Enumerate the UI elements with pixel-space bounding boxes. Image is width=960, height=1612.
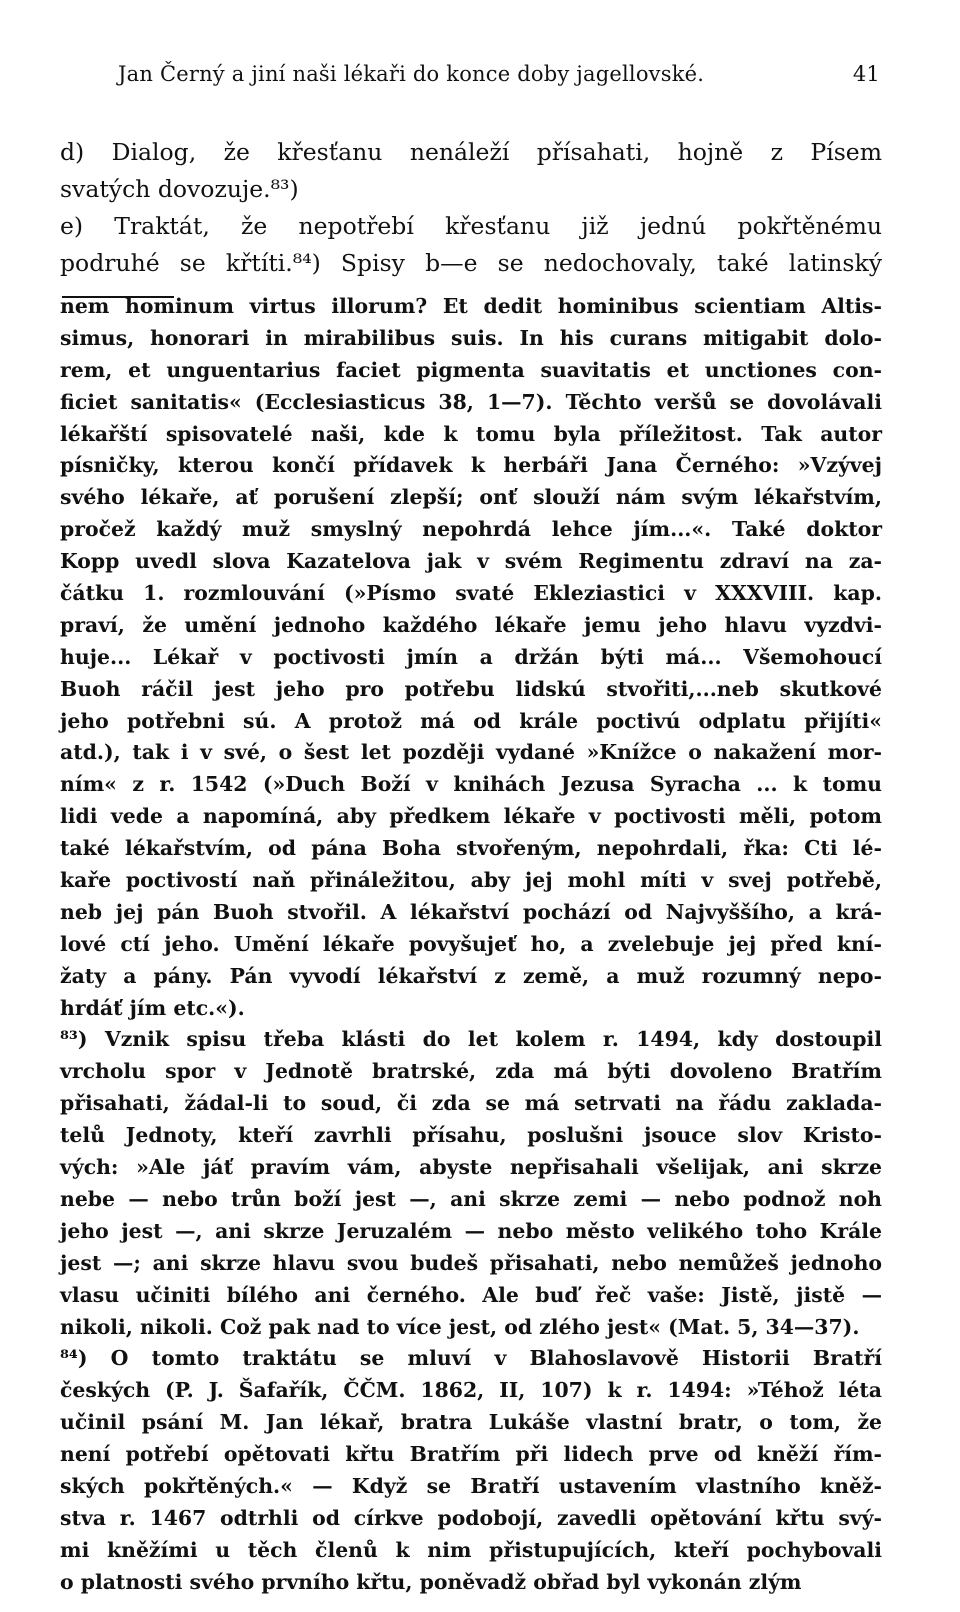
footnote-line: huje... Lékař v poctivosti jmín a držán býti má... Všemohoucí (60, 644, 882, 669)
footnote-line: nikoli, nikoli. Což pak nad to více jest, od zlého jest« (Mat. 5, 34—37). (60, 1314, 860, 1339)
footnote-line: nebe — nebo trůn boží jest —, ani skrze zemi — nebo podnož noh (60, 1186, 882, 1211)
footnote-line: ním« z r. 1542 (»Duch Boží v knihách Jezusa Syracha ... k tomu (60, 772, 882, 797)
footnote-line: přisahati, žádal-li to soud, či zda se má setrvati na řádu zaklada- (60, 1091, 882, 1116)
footnote-line: pročež každý muž smyslný nepohrdá lehce jím...«. Také doktor (60, 517, 882, 542)
footnote-line: vrcholu spor v Jednotě bratrské, zda má býti dovoleno Bratřím (60, 1059, 882, 1084)
footnote-line: vlasu učiniti bílého ani černého. Ale buď řeč vaše: Jistě, jistě — (60, 1282, 882, 1307)
footnote-line: ských pokřtěných.« — Když se Bratří ustavením vlastního kněž- (60, 1473, 882, 1498)
footnote-line: čátku 1. rozmlouvání (»Písmo svaté Ekleziastici v XXXVIII. kap. (60, 581, 882, 606)
footnote-line: simus, honorari in mirabilibus suis. In his curans mitigabit dolo- (60, 325, 882, 350)
footnote-line: o platnosti svého prvního křtu, poněvadž obřad byl vykonán zlým (60, 1569, 802, 1594)
footnote-line: praví, že umění jednoho každého lékaře jemu jeho hlavu vyzdvi- (60, 612, 882, 637)
footnote-line: českých (P. J. Šafařík, ČČM. 1862, II, 107) k r. 1494: »Téhož léta (60, 1378, 882, 1403)
footnote-line: nem hominum virtus illorum? Et dedit hominibus scientiam Altis- (60, 294, 882, 318)
footnote-line: lidi vede a napomíná, aby předkem lékaře v poctivosti měli, potom (60, 804, 882, 829)
footnote-line: učinil psání M. Jan lékař, bratra Lukáše vlastní bratr, o tom, že (60, 1410, 882, 1435)
footnote-line: není potřebí opětovati křtu Bratřím při lidech prve od kněží řím- (60, 1442, 882, 1467)
footnote-line: rem, et unguentarius faciet pigmenta suavitatis et unctiones con- (60, 357, 882, 382)
footnote-line: také lékařstvím, od pána Boha stvořeným, nepohrdali, řka: Cti lé- (60, 836, 882, 861)
running-title: Jan Černý a jiní naši lékaři do konce doby jagellovské. (118, 62, 705, 86)
footnote-line: jest —; ani skrze hlavu svou budeš přisahati, nebo nemůžeš jednoho (60, 1250, 882, 1275)
footnote-line: lékařští spisovatelé naši, kde k tomu byla příležitost. Tak autor (60, 421, 882, 446)
footnote-line: ⁸³) Vznik spisu třeba klásti do let kolem r. 1494, kdy dostoupil (60, 1027, 882, 1052)
footnote-line: jeho jest —, ani skrze Jeruzalém — nebo město velikého toho Krále (60, 1218, 882, 1243)
footnote-line: kaře poctivostí naň přináležitou, aby jej mohl míti v svej potřebě, (60, 868, 882, 893)
footnote-line: ficiet sanitatis« (Ecclesiasticus 38, 1—7). Těchto veršů se dovolávali (60, 389, 882, 414)
main-text (60, 134, 882, 282)
book-page (60, 0, 902, 1612)
main-line: e) Traktát, že nepotřebí křesťanu již jednú pokřtěnému (60, 212, 882, 240)
footnote-line: stva r. 1467 odtrhli od církve podobojí, zavedli opětování křtu svý- (60, 1505, 882, 1530)
main-line: d) Dialog, že křesťanu nenáleží přísahati, hojně z Písem (60, 138, 882, 166)
footnote-line: Kopp uvedl slova Kazatelova jak v svém Regimentu zdraví na za- (60, 549, 882, 574)
footnote-line: atd.), tak i v své, o šest let později vydané »Knížce o nakažení mor- (60, 740, 882, 765)
footnotes (60, 291, 882, 1599)
footnote-line: svého lékaře, ať porušení zlepší; onť slouží nám svým lékařstvím, (60, 485, 882, 510)
footnote-line: jeho potřebni sú. A protož má od krále poctivú odplatu přijíti« (60, 708, 882, 733)
footnote-line: Buoh ráčil jest jeho pro potřebu lidskú stvořiti,...neb skutkové (60, 676, 882, 701)
footnote-line: telů Jednoty, kteří zavrhli přísahu, poslušni jsouce slov Kristo- (60, 1123, 882, 1148)
footnote-line: mi kněžími u těch členů k nim přistupujících, kteří pochybovali (60, 1537, 882, 1562)
footnote-line: žaty a pány. Pán vyvodí lékařství z země, a muž rozumný nepo- (60, 963, 882, 988)
footnote-line: písničky, kterou končí přídavek k herbáři Jana Černého: »Vzývej (60, 453, 882, 478)
footnote-line: neb jej pán Buoh stvořil. A lékařství pochází od Najvyššího, a krá- (60, 899, 882, 924)
footnote-line: vých: »Ale jáť pravím vám, abyste nepřisahali všelijak, ani skrze (60, 1155, 882, 1180)
footnote-line: ⁸⁴) O tomto traktátu se mluví v Blahoslavově Historii Bratří (60, 1346, 882, 1371)
footnote-line: hrdáť jím etc.«). (60, 995, 245, 1020)
page-number: 41 (852, 62, 880, 86)
main-line: podruhé se křtíti.⁸⁴) Spisy b—e se nedochovaly, také latinský (60, 249, 882, 277)
main-line: svatých dovozuje.⁸³) (60, 175, 299, 203)
footnote-line: lové ctí jeho. Umění lékaře povyšujeť ho, a zvelebuje jej před kní- (60, 931, 882, 956)
